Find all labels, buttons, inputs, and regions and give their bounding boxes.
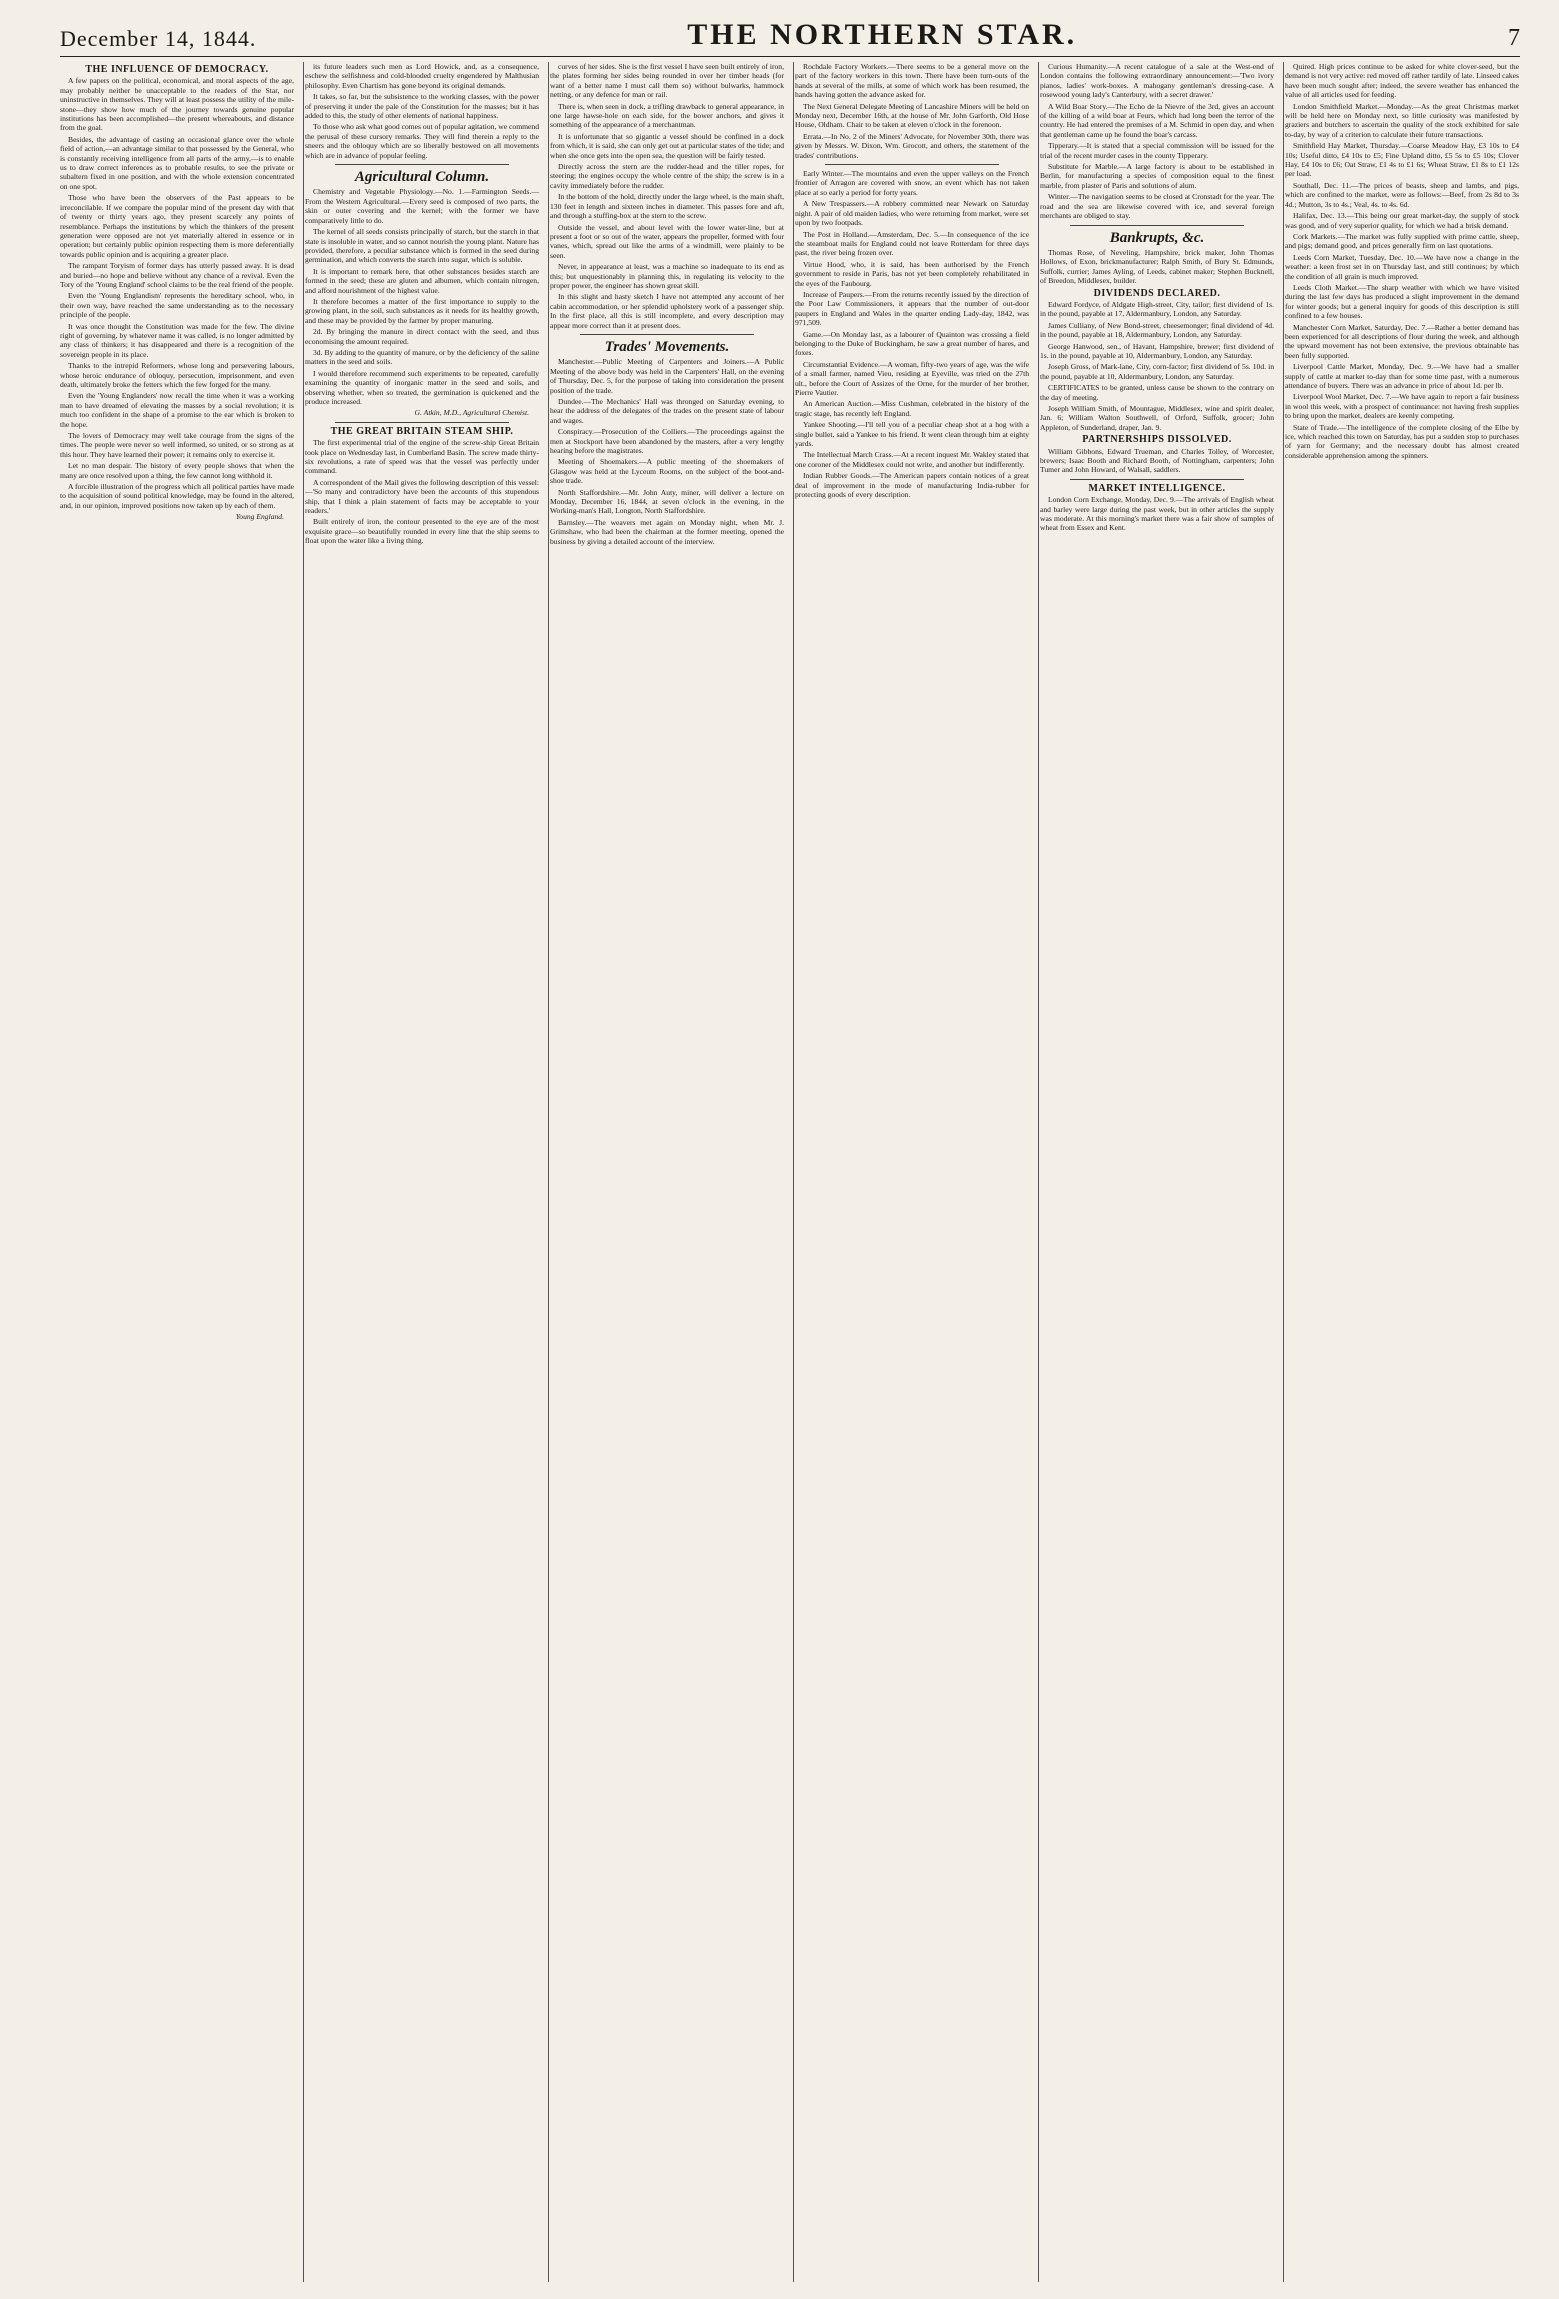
steam-paragraph: The first experimental trial of the engine of the screw-ship Great Britain took place on Wednesday last, in Cumberland Basin. The screw made thirty-six revolutions, a rate of speed was that the vessel was perfectly under command. [305,438,539,476]
issue-date: December 14, 1844. [60,26,257,51]
bankrupt-entry: Thomas Rose, of Neveling, Hampshire, brick maker, John Thomas Hollows, of Exon, brickmanufacturer; Ralph Smith, of Bury St. Edmunds, Suffolk, currier; James Ayling, of Leeds, cabinet maker; Stephen Bucknell, of Breedon, Middlesex, builder. [1040,247,1274,286]
bankrupts-title: Bankrupts, &c. [1109,229,1205,246]
col5-paragraph: Curious Humanity.—A recent catalogue of a sale at the West-end of London contains the following extraordinary announcement:—'Two ivory pianos, ladies' work-boxes. A mahogany gentleman's dressing-case. A rosewood young lady's Canterbury, with a secret drawer.' [1040,62,1274,100]
bankrupt-entry: CERTIFICATES to be granted, unless cause be shown to the contrary on the day of meeting. [1040,383,1274,402]
col1-paragraph: Let no man despair. The history of every people shows that when the many are once resolved upon a thing, the few cannot long withhold it. [60,461,294,480]
column-5 [1040,62,1274,2282]
col1-paragraph: Even the 'Young Englandism' represents the hereditary school, who, in their own way, have reached the same understanding as to the necessary principle of the people. [60,291,294,320]
col1-paragraph: The lovers of Democracy may well take courage from the signs of the times. The people were never so well informed, so united, or so strong as at this hour. They have learned their power; it remains only to exercise it. [60,431,294,459]
col4-paragraph: Game.—On Monday last, as a labourer of Quainton was crossing a field belonging to the Duke of Buckingham, he saw a great number of hares, and foxes. [795,329,1029,358]
article-columns [60,62,1520,2282]
influence-signature: Young England. [235,512,284,522]
col6-paragraph: Cork Markets.—The market was fully supplied with prime cattle, sheep, and pigs; demand good, and prices generally firm on last quotations. [1285,231,1519,251]
col4-paragraph: An American Auction.—Miss Cushman, celebrated in the history of the tragic stage, has recently left England. [795,399,1029,418]
col2-paragraph: To those who ask what good comes out of popular agitation, we commend the perusal of these cursory remarks. They will find therein a reply to the sneers and the obloquy which are so liberally bestowed on all movements which are in advance of popular feeling. [305,122,539,160]
col4-paragraph: Virtue Hood, who, it is said, has been authorised by the French government to reside in Paris, has not yet been completely rehabilitated in the eyes of the Faubourg. [795,259,1029,288]
col6-paragraph: London Smithfield Market.—Monday.—As the great Christmas market will be held here on Monday next, so little curiosity was manifested by graziers and butchers to ascertain the quality of the stock exhibited for sale to-day, by way of a criterion to calculate their future transactions. [1285,101,1519,139]
column-divider [1038,62,1039,2282]
col1-paragraph: Thanks to the intrepid Reformers, whose long and persevering labours, whose heroic endurance of obloquy, persecution, imprisonment, and even death, ultimately broke the fetters which the few forged for the many. [60,361,294,389]
col3-paragraph: curves of her sides. She is the first vessel I have seen built entirely of iron, the plates forming her sides being rounded in over her timber heads (for want of a better name I must call them so) without bulwarks, hammock netting, or any defence for man or rail. [550,62,784,100]
column-4 [795,62,1029,2282]
partnerships-heading: PARTNERSHIPS DISSOLVED. [1082,434,1232,446]
col6-paragraph: Southall, Dec. 11.—The prices of beasts, sheep and lambs, and pigs, which are confined to the market, were as follows:—Beef, from 2s 8d to 3s 4d.; Mutton, 3s to 4s.; Veal, 4s. to 4s. 6d. [1285,180,1519,209]
col5-paragraph: Substitute for Marble.—A large factory is about to be established in Berlin, for manufacturing a species of composition equal to the finest marble, from plaster of Paris and solutions of alum. [1040,162,1274,190]
bankrupt-entry: William Gibbons, Edward Trueman, and Charles Tolley, of Worcester, brewers; Isaac Booth and Richard Booth, of Nottingham, carpenters; John Tumer and John Howard, of Walsall, saddlers. [1040,446,1274,475]
col6-paragraph: State of Trade.—The intelligence of the complete closing of the Elbe by ice, which reached this town on Saturday, has put a sudden stop to purchases of yarn for Germany; and the necessary doubt has almost created considerable apprehension among the spinners. [1285,422,1519,460]
col6-paragraph: Liverpool Wool Market, Dec. 7.—We have again to report a fair business in wool this week, with a prospect of continuance: not having fresh supplies to bring upon the market, dealers are keenly competing. [1285,392,1519,421]
col3-paragraph: In this slight and hasty sketch I have not attempted any account of her cabin accommodation, or her splendid upholstery work of a passenger ship. In the first place, all this is still incomplete, and every description may appear more correct than it at present does. [550,292,784,330]
section-rule [335,164,509,165]
column-divider [548,62,549,2282]
bankrupt-entry: Edward Fordyce, of Aldgate High-street, City, tailor; first dividend of 1s. in the pound, payable at 17, Aldermanbury, London, any Saturday. [1040,299,1274,319]
agri-paragraph: The kernel of all seeds consists principally of starch, but the starch in that state is insoluble in water, and so cannot nourish the young plant. Nature has provided, therefore, a peculiar substance which is formed in the seed during germination, and which converts the starch into sugar, which is soluble. [305,227,539,265]
col6-paragraph: Manchester Corn Market, Saturday, Dec. 7.—Rather a better demand has been experienced for all descriptions of flour during the week, and although the upward movement has not been extensive, the previous obtainable has been fully supported. [1285,322,1519,360]
masthead [60,18,1520,52]
steam-ship-heading: THE GREAT BRITAIN STEAM SHIP. [330,425,514,437]
trades-paragraph: Dundee.—The Mechanics' Hall was thronged on Saturday evening, to hear the address of the delegates of the trades on the present state of labour and wages. [550,397,784,425]
dividends-heading: DIVIDENDS DECLARED. [1093,287,1221,299]
col2-paragraph: its future leaders such men as Lord Howick, and, as a consequence, eschew the selfishness and cold-blooded cruelty engendered by Malthusian philosophy. Even Chartism has gone beyond its original demands. [305,62,539,90]
col3-paragraph: There is, when seen in dock, a trifling drawback to general appearance, in one large hawse-hole on each side, for the bower anchors, and gives it something of the appearance of a merchantman. [550,101,784,130]
column-divider [1283,62,1284,2282]
agricultural-column-title: Agricultural Column. [354,169,490,186]
influence-heading: THE INFLUENCE OF DEMOCRACY. [85,64,269,75]
agri-paragraph: 2d. By bringing the manure in direct contact with the seed, and thus economising the amount required. [305,327,539,346]
col4-paragraph: Rochdale Factory Workers.—There seems to be a general move on the part of the factory workers in this town. There have been turn-outs of the hands at several of the mills, at some of which work has been resumed, the hands having gotten the advance asked for. [795,62,1029,100]
section-rule [335,422,509,423]
bankrupt-entry: James Culliany, of New Bond-street, cheesemonger; final dividend of 4d. in the pound, payable at 18, Aldermanbury, London, any Saturday. [1040,320,1274,340]
col6-paragraph: Smithfield Hay Market, Thursday.—Coarse Meadow Hay, £3 10s to £4 10s; Useful ditto, £4 10s to £5; Fine Upland ditto, £5 5s to £5 10s; Clover Hay, £4 10s to £6; Oat Straw, £1 4s to £1 6s; Wheat Straw, £1 8s to £1 12s per load. [1285,141,1519,179]
col1-paragraph: Besides, the advantage of casting an occasional glance over the whole field of action,—an advantage similar to that possessed by the General, who is constantly receiving intelligence from all parts of the army,—is to enable us to draw correct inferences as to probable results, to see the private or subaltern fixed in one position, and with the whole extension concentrated on one spot. [60,134,294,191]
agri-paragraph: Chemistry and Vegetable Physiology.—No. 1.—Farmington Seeds.—From the Western Agricultural.—Every seed is composed of two parts, the skin or outer covering and the kernel; with the former we have comparatively little to do. [305,187,539,225]
column-3 [550,62,784,2282]
steam-paragraph: Built entirely of iron, the contour presented to the eye are of the most exquisite grace—so beautifully rounded in every line that the ship seems to float upon the water like a living thing. [305,517,539,546]
col4-paragraph: A New Trespassers.—A robbery committed near Newark on Saturday night. A pair of old maiden ladies, who were returning from market, were set upon by two footpads. [795,199,1029,228]
col3-paragraph: Outside the vessel, and about level with the lower water-line, but at present a foot or so out of the water, appears the propeller, formed with four vanes, which, spread out like the arms of a windmill, were plainly to be seen. [550,222,784,260]
col4-paragraph: The Next General Delegate Meeting of Lancashire Miners will be held on Monday next, December 16th, at the house of Mr. John Garforth, Old Hose House, Oldham. Chair to be taken at eleven o'clock in the forenoon. [795,101,1029,130]
col5-paragraph: Tipperary.—It is stated that a special commission will be issued for the trial of the recent murder cases in the county Tipperary. [1040,141,1274,160]
agri-paragraph: It is important to remark here, that other substances besides starch are formed in the seed; these are gluten and albumen, which contain nitrogen, and afford nourishment of the highest value. [305,266,539,295]
masthead-rule [60,56,1520,57]
section-rule [825,164,999,165]
col6-paragraph: Halifax, Dec. 13.—This being our great market-day, the supply of stock was good, and of very superior quality, for which we had a brisk demand. [1285,211,1519,230]
col1-paragraph: It was once thought the Constitution was made for the few. The divine right of governing, by whatever name it was called, is no longer admitted by any class of thinkers; it has disappeared and there is a recognition of the sovereign people in its place. [60,321,294,359]
col4-paragraph: Circumstantial Evidence.—A woman, fifty-two years of age, was the wife of a small farmer, named Vieu, residing at Eyeville, was tried on the 27th ult., before the Court of Assizes of the Orne, for the murder of her brother, Pierre Vautier. [795,359,1029,397]
section-rule [1070,225,1244,226]
trades-paragraph: North Staffordshire.—Mr. John Auty, miner, will deliver a lecture on Monday, December 16, 1844, at seven o'clock in the evening, in the Working-man's Hall, Longton, North Staffordshire. [550,487,784,516]
section-rule [1070,479,1244,480]
agri-paragraph: 3d. By adding to the quantity of manure, or by the deficiency of the saline matters in the seed and soils. [305,347,539,367]
trades-paragraph: Meeting of Shoemakers.—A public meeting of the shoemakers of Glasgow was held at the Lyceum Rooms, on the subject of the boot-and-shoe trade. [550,457,784,486]
col3-paragraph: In the bottom of the hold, directly under the large wheel, is the main shaft, 130 feet in length and sixteen inches in diameter. This passes fore and aft, and through a stuffing-box at the stern to the screw. [550,192,784,221]
trades-paragraph: Barnsley.—The weavers met again on Monday night, when Mr. J. Grimshaw, who had been the chairman at the former meeting, opened the business by giving a detailed account of the interview. [550,517,784,546]
bankrupt-entry: Joseph Gross, of Mark-lane, City, corn-factor; first dividend of 5s. 10d. in the pound, payable at 10, Aldermanbury, London, any Saturday. [1040,362,1274,381]
agri-signature: G. Atkin, M.D., Agricultural Chemist. [414,408,529,418]
col1-paragraph: Even the 'Young Englanders' now recall the time when it was a working man to have dreamed of elevating the masses by a social revolution; it is much too confident in the shape of a promise to the ear which is broken to the hope. [60,391,294,429]
col1-paragraph: The rampant Toryism of former days has utterly passed away. It is dead and buried—no hope and believe without any chance of a revival. Even the Tory of the 'Young England' school claims to be the real friend of the people. [60,261,294,289]
col4-paragraph: Increase of Paupers.—From the returns recently issued by the direction of the Poor Law Commissioners, it appears that the number of out-door paupers in England and Wales in the quarter ending Lady-day, 1842, was 971,509. [795,289,1029,328]
col4-paragraph: The Post in Holland.—Amsterdam, Dec. 5.—In consequence of the ice the steamboat mails for England could not leave Rotterdam for three days past, the river being frozen over. [795,229,1029,258]
market-intelligence-heading: MARKET INTELLIGENCE. [1088,482,1226,494]
col4-paragraph: Indian Rubber Goods.—The American papers contain notices of a great deal of improvement in the mode of manufacturing India-rubber for protecting goods of every description. [795,471,1029,500]
col4-paragraph: Errata.—In No. 2 of the Miners' Advocate, for November 30th, there was given by Messrs. W. Dixon, Wm. Grocott, and others, the statement of the trades' contributions. [795,131,1029,160]
col6-paragraph: Leeds Cloth Market.—The sharp weather with which we have visited during the last few days has produced a slight improvement in the demand for winter goods; but a general inquiry for goods of this description is still confined to a few houses. [1285,282,1519,321]
col2-paragraph: It takes, so far, but the subsistence to the working classes, with the power of preserving it under the pale of the Constitution for the masses; but it has added to this, the study of other elements of national happiness. [305,92,539,121]
newspaper-title: THE NORTHERN STAR. [687,18,1078,51]
col3-paragraph: Directly across the stern are the rudder-head and the tiller ropes, for steering; the engines occupy the whole centre of the ship; the screw is in a cavity immediately before the rudder. [550,162,784,190]
steam-paragraph: A correspondent of the Mail gives the following description of this vessel:—'So many and contradictory have been the accounts of this stupendous ship, that I think a plain statement of facts may be acceptable to your readers.' [305,477,539,516]
column-divider [793,62,794,2282]
col6-paragraph: Liverpool Cattle Market, Monday, Dec. 9.—We have had a smaller supply of cattle at market to-day than for some time past, with a numerous attendance of buyers. There was an advance in price of about 1d. per lb. [1285,362,1519,390]
column-2 [305,62,539,2282]
col6-paragraph: Quired. High prices continue to be asked for white clover-seed, but the demand is not very active: red moved off rather tardily of late. Linseed cakes have been much sought after; indeed, the severe weather has enhanced the value of all articles used for feeding. [1285,62,1519,100]
column-6 [1285,62,1519,2282]
trades-paragraph: Manchester.—Public Meeting of Carpenters and Joiners.—A Public Meeting of the above body was held in the Carpenters' Hall, on the evening of Thursday, Dec. 5, for the purpose of taking into consideration the present position of the trade. [550,357,784,395]
bankrupt-entry: Joseph William Smith, of Mountague, Middlesex, wine and spirit dealer, Jan. 6; William Walton Southwell, of Orford, Suffolk, grocer; John Appleton, of Sunderland, draper, Jan. 9. [1040,404,1274,432]
column-1 [60,62,294,2282]
col6-paragraph: Leeds Corn Market, Tuesday, Dec. 10.—We have now a change in the weather: a keen frost set in on Thursday last, and still continues; by which the condition of all grain is much improved. [1285,252,1519,281]
trades-paragraph: Conspiracy.—Prosecution of the Colliers.—The proceedings against the men at Stockport have been abandoned by the masters, after a very lengthy hearing before the magistrates. [550,427,784,456]
col3-paragraph: It is unfortunate that so gigantic a vessel should be confined in a dock from which, it is said, she can only get out at particular states of the tide; and when she once gets into the open sea, the question will be fairly tested. [550,131,784,160]
col4-paragraph: Yankee Shooting.—I'll tell you of a peculiar cheap shot at a hog with a single bullet, said a Yankee to his friend. It went clean through him at eighty yards. [795,420,1029,449]
col4-paragraph: The Intellectual March Crass.—At a recent inquest Mr. Wakley stated that one coroner of the Middlesex could not write, and another but indifferently. [795,450,1029,469]
market-paragraph: London Corn Exchange, Monday, Dec. 9.—The arrivals of English wheat and barley were large during the past week, but in other articles the supply was moderate. At this morning's market there was a fair show of samples of wheat from Essex and Kent. [1040,495,1274,533]
col5-paragraph: A Wild Boar Story.—The Echo de la Nievre of the 3rd, gives an account of the killing of a wild boar at Feurs, which had long been the terror of the country. He had entered the premises of a M. Schmid in open day, and when that gentleman came up he found the boar's carcass. [1040,101,1274,139]
col1-paragraph: A few papers on the political, economical, and moral aspects of the age, may probably neither be unacceptable to the readers of the Star, nor uninstructive in themselves. They will at least possess the utility of the mile-stone—they show how much of the journey towards genuine popular institutions has been accomplished—the present whereabouts, and distance from the goal. [60,76,294,133]
col4-paragraph: Early Winter.—The mountains and even the upper valleys on the French frontier of Arragon are covered with snow, an event which has not taken place at so early a period for forty years. [795,169,1029,197]
section-rule [580,334,754,335]
col1-paragraph: Those who have been the observers of the Past appears to be irreconcilable. If we compare the popular mind of the present day with that of twenty or thirty years ago, they present scarcely any points of resemblance. Perhaps the institutions by which the thinkers of the present generation were opposed are not yet materially altered in essence or in operation; but certainly public opinion respecting them is more deferentially towards public opinion and is acquiring a greater place. [60,193,294,259]
agri-paragraph: I would therefore recommend such experiments to be repeated, carefully examining the quantity of inorganic matter in the seed and soils, and observing whether, when so treated, the germination is quickened and the produce increased. [305,368,539,406]
agri-paragraph: It therefore becomes a matter of the first importance to supply to the growing plant, in the soil, such substances as it needs for its healthy growth, and these may be provided by the farmer by proper manuring. [305,296,539,325]
col1-paragraph: A forcible illustration of the progress which all political parties have made to the acquisition of sound political knowledge, may be found in the altered, and, in our opinion, improved positions now taken up by each of them. [60,482,294,510]
col5-paragraph: Winter.—The navigation seems to be closed at Cronstadt for the year. The road and the sea are likewise covered with ice, and several foreign merchants are obliged to stay. [1040,192,1274,221]
trades-movements-title: Trades' Movements. [604,338,730,355]
col3-paragraph: Never, in appearance at least, was a machine so inadequate to its end as this; but unquestionably in planning this, in regulating its velocity to the proper power, the engineer has shown great skill. [550,262,784,290]
column-divider [303,62,304,2282]
bankrupt-entry: George Hanwood, sen., of Havant, Hampshire, brewer; first dividend of 1s. in the pound, payable at 10, Aldermanbury, London, any Saturday. [1040,341,1274,360]
page-number: 7 [1508,25,1520,51]
